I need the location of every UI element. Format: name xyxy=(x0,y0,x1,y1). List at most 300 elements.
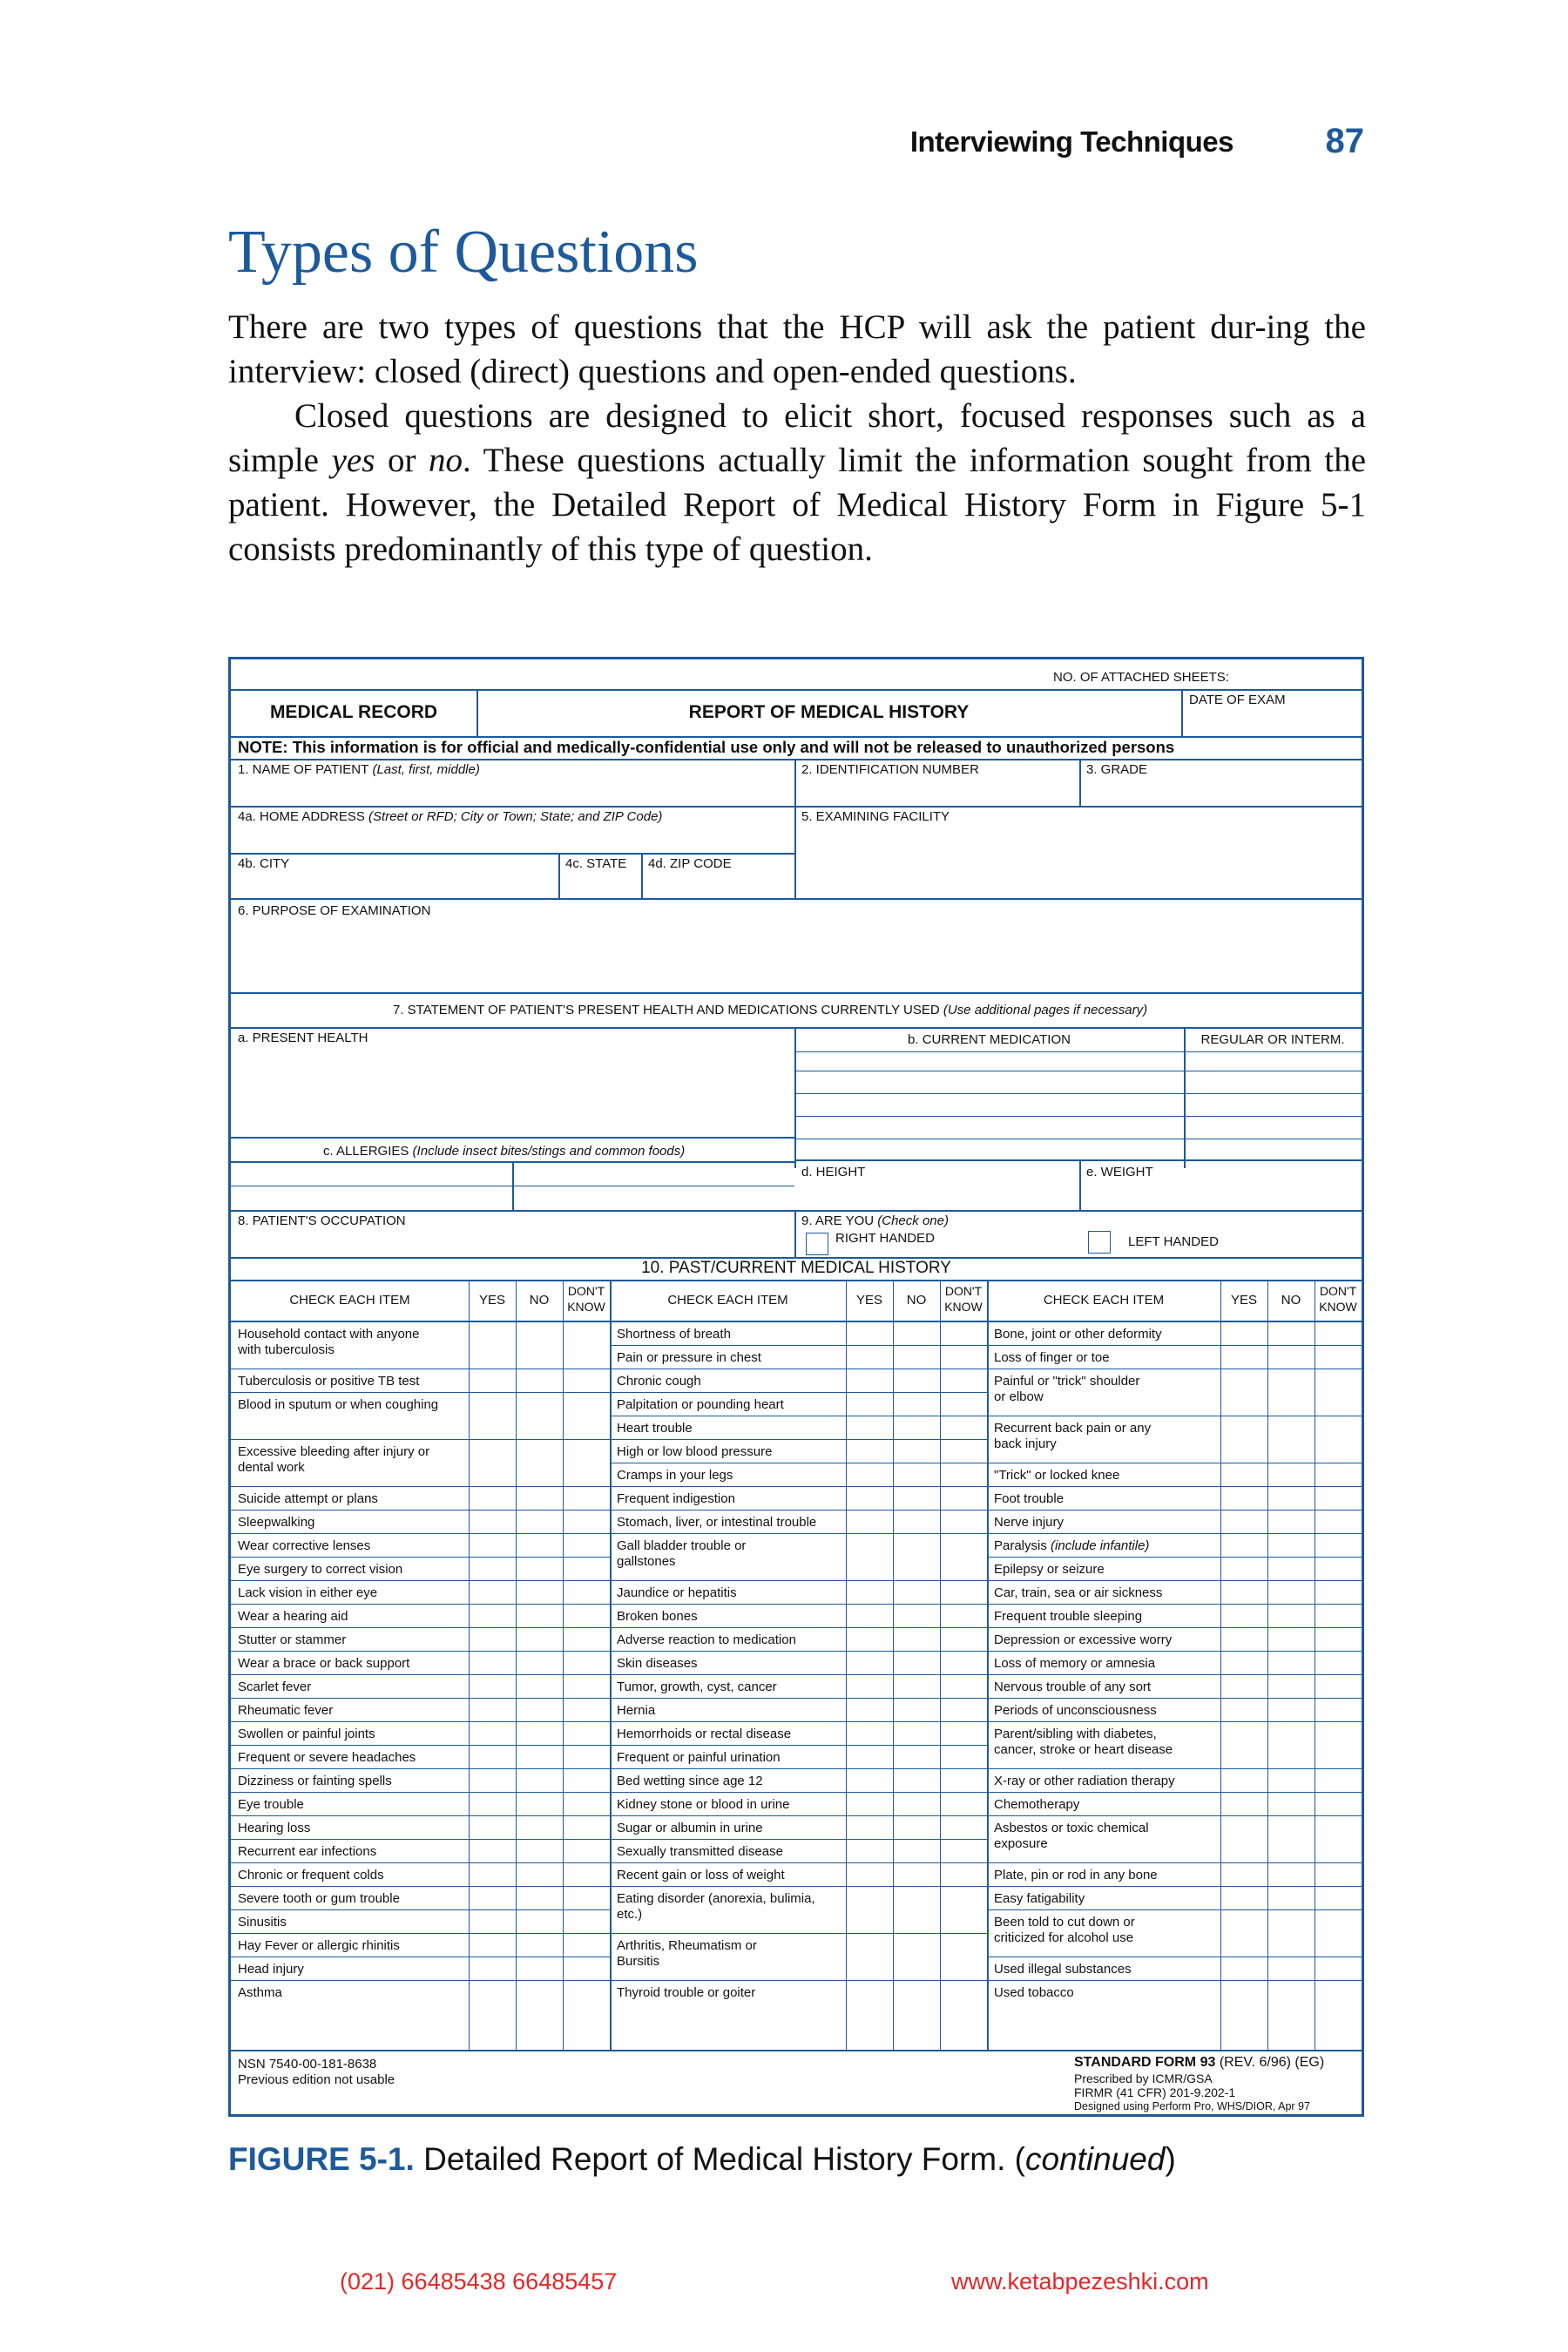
history-yes-box[interactable] xyxy=(847,1369,892,1391)
history-dont-know-box[interactable] xyxy=(1315,1793,1361,1815)
history-no-box[interactable] xyxy=(517,1699,562,1720)
history-yes-box[interactable] xyxy=(847,1863,892,1885)
history-no-box[interactable] xyxy=(894,1722,939,1744)
history-no-box[interactable] xyxy=(894,1934,939,1979)
history-dont-know-box[interactable] xyxy=(564,1487,609,1509)
history-no-box[interactable] xyxy=(894,1652,939,1673)
history-yes-box[interactable] xyxy=(470,1558,515,1579)
prescribed-by: Prescribed by ICMR/GSA xyxy=(1074,2072,1213,2085)
history-yes-box[interactable] xyxy=(1221,1628,1267,1650)
history-yes-box[interactable] xyxy=(1221,1511,1267,1532)
history-no-box[interactable] xyxy=(1268,1346,1314,1368)
history-yes-box[interactable] xyxy=(470,1816,515,1838)
history-dont-know-box[interactable] xyxy=(941,1981,986,2003)
history-yes-box[interactable] xyxy=(847,1346,892,1368)
history-no-box[interactable] xyxy=(517,1605,562,1626)
history-yes-box[interactable] xyxy=(1221,1793,1267,1815)
history-dont-know-box[interactable] xyxy=(1315,1558,1361,1579)
history-yes-box[interactable] xyxy=(470,1793,515,1815)
history-yes-box[interactable] xyxy=(470,1863,515,1885)
history-no-box[interactable] xyxy=(517,1487,562,1509)
history-dont-know-box[interactable] xyxy=(941,1675,986,1697)
history-dont-know-box[interactable] xyxy=(564,1887,609,1909)
history-no-box[interactable] xyxy=(517,1322,562,1368)
history-dont-know-box[interactable] xyxy=(941,1863,986,1885)
history-item-label: Eye surgery to correct vision xyxy=(238,1561,403,1577)
history-dont-know-box[interactable] xyxy=(564,1746,609,1767)
history-no-box[interactable] xyxy=(1268,1675,1314,1697)
history-yes-box[interactable] xyxy=(847,1652,892,1673)
history-yes-box[interactable] xyxy=(847,1416,892,1438)
history-dont-know-box[interactable] xyxy=(1315,1699,1361,1720)
history-dont-know-box[interactable] xyxy=(564,1934,609,1956)
weight-field[interactable] xyxy=(1081,1180,1360,1208)
history-dont-know-box[interactable] xyxy=(1315,1605,1361,1626)
history-dont-know-box[interactable] xyxy=(1315,1652,1361,1673)
history-yes-box[interactable] xyxy=(1221,1887,1267,1909)
history-dont-know-box[interactable] xyxy=(564,1863,609,1885)
history-no-box[interactable] xyxy=(517,1393,562,1438)
history-dont-know-box[interactable] xyxy=(564,1675,609,1697)
history-item-label: Paralysis (include infantile) xyxy=(994,1538,1150,1553)
history-dont-know-box[interactable] xyxy=(1315,1769,1361,1791)
history-no-box[interactable] xyxy=(517,1511,562,1532)
history-dont-know-box[interactable] xyxy=(1315,1581,1361,1603)
home-address-field[interactable] xyxy=(233,827,794,853)
history-no-box[interactable] xyxy=(894,1628,939,1650)
history-yes-box[interactable] xyxy=(470,1769,515,1791)
history-dont-know-box[interactable] xyxy=(941,1511,986,1532)
history-no-box[interactable] xyxy=(894,1816,939,1838)
history-no-box[interactable] xyxy=(1268,1887,1314,1909)
history-dont-know-box[interactable] xyxy=(564,1534,609,1556)
history-dont-know-box[interactable] xyxy=(1315,1722,1361,1767)
history-yes-box[interactable] xyxy=(1221,1487,1267,1509)
history-dont-know-box[interactable] xyxy=(564,1699,609,1720)
history-yes-box[interactable] xyxy=(847,1746,892,1767)
grade-field[interactable] xyxy=(1081,780,1360,806)
history-no-box[interactable] xyxy=(894,1511,939,1532)
history-dont-know-box[interactable] xyxy=(941,1605,986,1626)
history-yes-box[interactable] xyxy=(1221,1558,1267,1579)
history-dont-know-box[interactable] xyxy=(564,1910,609,1932)
history-yes-box[interactable] xyxy=(847,1675,892,1697)
history-no-box[interactable] xyxy=(1268,1511,1314,1532)
history-item-label: Bursitis xyxy=(617,1954,660,1969)
medication-row-line xyxy=(794,1051,1362,1052)
history-no-box[interactable] xyxy=(1268,1322,1314,1344)
report-title: REPORT OF MEDICAL HISTORY xyxy=(688,702,970,722)
history-no-box[interactable] xyxy=(894,1322,939,1344)
history-item-label: cancer, stroke or heart disease xyxy=(994,1742,1173,1757)
state-field[interactable] xyxy=(560,872,641,896)
history-no-box[interactable] xyxy=(1268,1981,1314,2003)
history-yes-box[interactable] xyxy=(470,1934,515,1956)
history-yes-box[interactable] xyxy=(470,1440,515,1485)
history-dont-know-box[interactable] xyxy=(1315,1628,1361,1650)
history-item-label: Easy fatigability xyxy=(994,1890,1085,1906)
history-yes-box[interactable] xyxy=(847,1440,892,1462)
history-dont-know-box[interactable] xyxy=(941,1581,986,1603)
history-yes-box[interactable] xyxy=(470,1393,515,1438)
history-no-box[interactable] xyxy=(894,1581,939,1603)
history-dont-know-box[interactable] xyxy=(941,1487,986,1509)
history-yes-box[interactable] xyxy=(1221,1675,1267,1697)
history-no-box[interactable] xyxy=(1268,1863,1314,1885)
history-yes-box[interactable] xyxy=(470,1652,515,1673)
history-item-label: Plate, pin or rod in any bone xyxy=(994,1867,1158,1882)
history-dont-know-box[interactable] xyxy=(564,1605,609,1626)
medication-regularity-field[interactable] xyxy=(1186,1121,1362,1142)
history-yes-box[interactable] xyxy=(847,1463,892,1485)
history-dont-know-box[interactable] xyxy=(941,1887,986,1932)
history-dont-know-box[interactable] xyxy=(1315,1887,1361,1909)
left-handed-checkbox[interactable] xyxy=(1088,1231,1111,1254)
history-no-box[interactable] xyxy=(894,1605,939,1626)
column-header-check-each-item: CHECK EACH ITEM xyxy=(667,1293,788,1308)
medication-regularity-field[interactable] xyxy=(1186,1076,1362,1097)
history-no-box[interactable] xyxy=(517,1746,562,1767)
history-dont-know-box[interactable] xyxy=(564,1957,609,1979)
purpose-of-examination-field[interactable] xyxy=(233,921,1360,990)
history-no-box[interactable] xyxy=(1268,1957,1314,1979)
history-yes-box[interactable] xyxy=(470,1910,515,1932)
history-no-box[interactable] xyxy=(894,1487,939,1509)
history-item-label: Rheumatic fever xyxy=(238,1702,334,1718)
history-item-label: X-ray or other radiation therapy xyxy=(994,1773,1175,1788)
history-yes-box[interactable] xyxy=(470,1487,515,1509)
history-no-box[interactable] xyxy=(1268,1769,1314,1791)
history-yes-box[interactable] xyxy=(470,1722,515,1744)
history-yes-box[interactable] xyxy=(470,1981,515,2003)
history-no-box[interactable] xyxy=(517,1628,562,1650)
history-yes-box[interactable] xyxy=(1221,1534,1267,1556)
history-dont-know-box[interactable] xyxy=(564,1816,609,1838)
history-no-box[interactable] xyxy=(894,1746,939,1767)
history-item-label: Severe tooth or gum trouble xyxy=(238,1890,400,1906)
history-yes-box[interactable] xyxy=(847,1511,892,1532)
history-dont-know-box[interactable] xyxy=(941,1534,986,1579)
medication-regularity-field[interactable] xyxy=(1186,1053,1362,1074)
history-dont-know-box[interactable] xyxy=(1315,1346,1361,1368)
history-dont-know-box[interactable] xyxy=(1315,1322,1361,1344)
history-yes-box[interactable] xyxy=(1221,1463,1267,1485)
height-field[interactable] xyxy=(796,1180,1079,1208)
history-item-label: Nerve injury xyxy=(994,1514,1064,1530)
history-item-label: Palpitation or pounding heart xyxy=(617,1396,784,1412)
column-divider xyxy=(987,1280,989,2050)
history-yes-box[interactable] xyxy=(1221,1652,1267,1673)
history-yes-box[interactable] xyxy=(1221,1816,1267,1862)
history-dont-know-box[interactable] xyxy=(1315,1369,1361,1415)
medication-field[interactable] xyxy=(796,1076,1184,1097)
history-yes-box[interactable] xyxy=(470,1675,515,1697)
history-dont-know-box[interactable] xyxy=(1315,1463,1361,1485)
history-no-box[interactable] xyxy=(517,1581,562,1603)
history-no-box[interactable] xyxy=(517,1981,562,2003)
history-no-box[interactable] xyxy=(517,1675,562,1697)
date-of-exam-field[interactable] xyxy=(1183,708,1362,736)
allergy-field[interactable] xyxy=(233,1163,512,1186)
history-dont-know-box[interactable] xyxy=(1315,1416,1361,1462)
history-item-label: Asbestos or toxic chemical xyxy=(994,1821,1149,1835)
history-no-box[interactable] xyxy=(517,1793,562,1815)
history-yes-box[interactable] xyxy=(470,1511,515,1532)
history-no-box[interactable] xyxy=(1268,1534,1314,1556)
history-no-box[interactable] xyxy=(894,1463,939,1485)
city-field[interactable] xyxy=(233,872,558,896)
rule xyxy=(231,759,1362,760)
history-dont-know-box[interactable] xyxy=(564,1322,609,1368)
history-yes-box[interactable] xyxy=(847,1393,892,1415)
history-no-box[interactable] xyxy=(517,1769,562,1791)
history-dont-know-box[interactable] xyxy=(941,1369,986,1391)
history-item-label: Excessive bleeding after injury or xyxy=(238,1444,430,1459)
history-dont-know-box[interactable] xyxy=(941,1840,986,1862)
history-dont-know-box[interactable] xyxy=(1315,1487,1361,1509)
history-no-box[interactable] xyxy=(894,1887,939,1932)
history-dont-know-box[interactable] xyxy=(564,1628,609,1650)
history-yes-box[interactable] xyxy=(1221,1416,1267,1462)
history-yes-box[interactable] xyxy=(470,1605,515,1626)
history-yes-box[interactable] xyxy=(1221,1722,1267,1767)
history-no-box[interactable] xyxy=(894,1675,939,1697)
medication-regularity-field[interactable] xyxy=(1186,1144,1362,1165)
history-dont-know-box[interactable] xyxy=(941,1816,986,1838)
history-dont-know-box[interactable] xyxy=(941,1934,986,1979)
history-dont-know-box[interactable] xyxy=(1315,1910,1361,1956)
identification-number-field[interactable] xyxy=(796,780,1079,806)
history-no-box[interactable] xyxy=(517,1816,562,1838)
history-dont-know-box[interactable] xyxy=(941,1416,986,1438)
history-item-label: Loss of memory or amnesia xyxy=(994,1655,1156,1671)
history-dont-know-box[interactable] xyxy=(564,1652,609,1673)
history-yes-box[interactable] xyxy=(1221,1910,1267,1956)
history-dont-know-box[interactable] xyxy=(564,1558,609,1579)
history-yes-box[interactable] xyxy=(1221,1346,1267,1368)
field-2-label: 2. IDENTIFICATION NUMBER xyxy=(801,762,979,777)
medication-field[interactable] xyxy=(796,1053,1184,1074)
examining-facility-field[interactable] xyxy=(796,827,1360,896)
history-yes-box[interactable] xyxy=(847,1840,892,1862)
history-no-box[interactable] xyxy=(894,1981,939,2003)
history-dont-know-box[interactable] xyxy=(941,1322,986,1344)
history-yes-box[interactable] xyxy=(1221,1322,1267,1344)
history-dont-know-box[interactable] xyxy=(564,1981,609,2003)
patient-occupation-field[interactable] xyxy=(233,1231,794,1255)
allergy-field[interactable] xyxy=(514,1163,794,1186)
history-no-box[interactable] xyxy=(894,1369,939,1391)
history-dont-know-box[interactable] xyxy=(564,1769,609,1791)
history-yes-box[interactable] xyxy=(847,1487,892,1509)
history-no-box[interactable] xyxy=(517,1887,562,1909)
previous-edition-note: Previous edition not usable xyxy=(238,2072,395,2087)
history-item-label: Chronic cough xyxy=(617,1373,701,1389)
column-header-no: NO xyxy=(1281,1293,1301,1308)
footer-website[interactable]: www.ketabpezeshki.com xyxy=(951,2268,1209,2295)
medication-field[interactable] xyxy=(796,1098,1184,1119)
history-item-label: Stutter or stammer xyxy=(238,1632,347,1647)
field-3-label: 3. GRADE xyxy=(1086,762,1148,777)
history-no-box[interactable] xyxy=(894,1699,939,1720)
history-no-box[interactable] xyxy=(894,1346,939,1368)
history-yes-box[interactable] xyxy=(1221,1369,1267,1415)
history-no-box[interactable] xyxy=(1268,1628,1314,1650)
history-no-box[interactable] xyxy=(1268,1722,1314,1767)
history-yes-box[interactable] xyxy=(847,1534,892,1579)
history-yes-box[interactable] xyxy=(470,1581,515,1603)
history-yes-box[interactable] xyxy=(847,1605,892,1626)
history-item-label: Tumor, growth, cyst, cancer xyxy=(617,1679,777,1694)
history-no-box[interactable] xyxy=(894,1863,939,1885)
history-yes-box[interactable] xyxy=(847,1934,892,1979)
history-yes-box[interactable] xyxy=(470,1699,515,1720)
history-no-box[interactable] xyxy=(1268,1558,1314,1579)
history-dont-know-box[interactable] xyxy=(1315,1981,1361,2003)
history-dont-know-box[interactable] xyxy=(941,1652,986,1673)
history-dont-know-box[interactable] xyxy=(941,1793,986,1815)
history-no-box[interactable] xyxy=(894,1440,939,1462)
history-yes-box[interactable] xyxy=(470,1840,515,1862)
history-no-box[interactable] xyxy=(517,1840,562,1862)
history-dont-know-box[interactable] xyxy=(941,1699,986,1720)
history-item-label: "Trick" or locked knee xyxy=(994,1467,1120,1483)
history-item-label: Scarlet fever xyxy=(238,1679,312,1694)
history-yes-box[interactable] xyxy=(470,1322,515,1368)
right-handed-checkbox[interactable] xyxy=(806,1233,828,1255)
history-dont-know-box[interactable] xyxy=(941,1393,986,1415)
history-item-label: Broken bones xyxy=(617,1608,698,1624)
medication-regularity-field[interactable] xyxy=(1186,1098,1362,1119)
history-dont-know-box[interactable] xyxy=(941,1746,986,1767)
history-dont-know-box[interactable] xyxy=(1315,1534,1361,1556)
history-no-box[interactable] xyxy=(517,1558,562,1579)
history-dont-know-box[interactable] xyxy=(564,1511,609,1532)
history-yes-box[interactable] xyxy=(847,1722,892,1744)
history-yes-box[interactable] xyxy=(1221,1581,1267,1603)
history-dont-know-box[interactable] xyxy=(941,1463,986,1485)
history-yes-box[interactable] xyxy=(1221,1863,1267,1885)
history-yes-box[interactable] xyxy=(847,1887,892,1932)
history-no-box[interactable] xyxy=(894,1840,939,1862)
history-dont-know-box[interactable] xyxy=(564,1369,609,1391)
history-no-box[interactable] xyxy=(1268,1910,1314,1956)
history-dont-know-box[interactable] xyxy=(941,1628,986,1650)
history-yes-box[interactable] xyxy=(470,1746,515,1767)
history-no-box[interactable] xyxy=(894,1769,939,1791)
history-yes-box[interactable] xyxy=(847,1793,892,1815)
history-item-label: Used tobacco xyxy=(994,1984,1074,2000)
history-dont-know-box[interactable] xyxy=(564,1393,609,1438)
allergy-field[interactable] xyxy=(233,1187,512,1210)
patient-name-field[interactable] xyxy=(233,780,794,806)
history-no-box[interactable] xyxy=(517,1957,562,1979)
rule xyxy=(231,1137,794,1139)
history-yes-box[interactable] xyxy=(470,1628,515,1650)
history-dont-know-box[interactable] xyxy=(941,1346,986,1368)
history-item-label: Parent/sibling with diabetes, xyxy=(994,1727,1157,1741)
history-dont-know-box[interactable] xyxy=(564,1793,609,1815)
history-yes-box[interactable] xyxy=(847,1981,892,2003)
history-no-box[interactable] xyxy=(1268,1793,1314,1815)
history-no-box[interactable] xyxy=(1268,1699,1314,1720)
medication-field[interactable] xyxy=(796,1121,1184,1142)
history-yes-box[interactable] xyxy=(847,1816,892,1838)
history-yes-box[interactable] xyxy=(1221,1957,1267,1979)
confidentiality-note: NOTE: This information is for official and medically-confidential use only and will not be released to unauthorized persons xyxy=(238,738,1175,756)
medication-field[interactable] xyxy=(796,1144,1184,1165)
history-yes-box[interactable] xyxy=(847,1699,892,1720)
present-health-field[interactable] xyxy=(233,1048,794,1135)
history-yes-box[interactable] xyxy=(470,1887,515,1909)
history-item-label: Kidney stone or blood in urine xyxy=(617,1796,790,1812)
history-dont-know-box[interactable] xyxy=(1315,1863,1361,1885)
history-yes-box[interactable] xyxy=(847,1581,892,1603)
history-dont-know-box[interactable] xyxy=(564,1440,609,1485)
allergy-field[interactable] xyxy=(514,1187,794,1210)
firmr-reference: FIRMR (41 CFR) 201-9.202-1 xyxy=(1074,2085,1236,2099)
history-no-box[interactable] xyxy=(517,1722,562,1744)
history-no-box[interactable] xyxy=(517,1863,562,1885)
history-no-box[interactable] xyxy=(517,1440,562,1485)
history-item-label: Dizziness or fainting spells xyxy=(238,1773,392,1788)
history-yes-box[interactable] xyxy=(847,1322,892,1344)
medical-record-label: MEDICAL RECORD xyxy=(269,702,438,722)
history-no-box[interactable] xyxy=(1268,1605,1314,1626)
history-dont-know-box[interactable] xyxy=(564,1581,609,1603)
history-dont-know-box[interactable] xyxy=(1315,1511,1361,1532)
history-no-box[interactable] xyxy=(1268,1369,1314,1415)
history-dont-know-box[interactable] xyxy=(941,1722,986,1744)
history-yes-box[interactable] xyxy=(1221,1605,1267,1626)
history-no-box[interactable] xyxy=(1268,1416,1314,1462)
history-yes-box[interactable] xyxy=(1221,1981,1267,2003)
history-dont-know-box[interactable] xyxy=(1315,1957,1361,1979)
history-yes-box[interactable] xyxy=(847,1769,892,1791)
history-dont-know-box[interactable] xyxy=(564,1722,609,1744)
history-yes-box[interactable] xyxy=(1221,1769,1267,1791)
history-no-box[interactable] xyxy=(1268,1816,1314,1862)
history-yes-box[interactable] xyxy=(470,1957,515,1979)
zip-code-field[interactable] xyxy=(643,872,794,896)
history-no-box[interactable] xyxy=(1268,1487,1314,1509)
history-no-box[interactable] xyxy=(1268,1581,1314,1603)
history-no-box[interactable] xyxy=(517,1910,562,1932)
history-no-box[interactable] xyxy=(517,1534,562,1556)
history-yes-box[interactable] xyxy=(847,1628,892,1650)
history-dont-know-box[interactable] xyxy=(1315,1816,1361,1862)
history-yes-box[interactable] xyxy=(1221,1699,1267,1720)
history-no-box[interactable] xyxy=(517,1934,562,1956)
history-no-box[interactable] xyxy=(894,1416,939,1438)
history-no-box[interactable] xyxy=(517,1369,562,1391)
history-no-box[interactable] xyxy=(1268,1463,1314,1485)
history-no-box[interactable] xyxy=(517,1652,562,1673)
history-yes-box[interactable] xyxy=(470,1369,515,1391)
history-dont-know-box[interactable] xyxy=(941,1440,986,1462)
history-item-label: Sleepwalking xyxy=(238,1514,315,1530)
history-no-box[interactable] xyxy=(894,1793,939,1815)
running-header: Interviewing Techniques xyxy=(909,125,1233,158)
history-yes-box[interactable] xyxy=(470,1534,515,1556)
history-no-box[interactable] xyxy=(894,1393,939,1415)
history-no-box[interactable] xyxy=(1268,1652,1314,1673)
history-dont-know-box[interactable] xyxy=(941,1769,986,1791)
history-item-label: Hernia xyxy=(617,1702,656,1718)
history-no-box[interactable] xyxy=(894,1534,939,1579)
history-dont-know-box[interactable] xyxy=(564,1840,609,1862)
history-dont-know-box[interactable] xyxy=(1315,1675,1361,1697)
